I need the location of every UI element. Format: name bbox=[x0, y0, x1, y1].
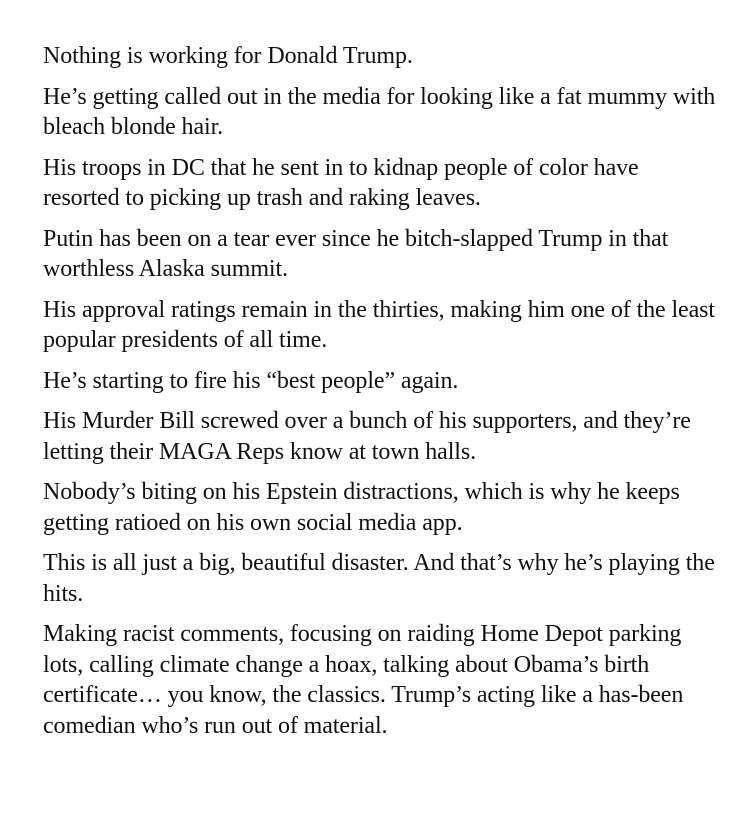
paragraph-9: This is all just a big, beautiful disaster. And that’s why he’s playing the hits. bbox=[43, 550, 715, 607]
paragraph-5: His approval ratings remain in the thirties, making him one of the least popular presidents of all time. bbox=[43, 296, 715, 353]
paragraph-3: His troops in DC that he sent in to kidnap people of color have resorted to picking up trash and raking leaves. bbox=[43, 154, 639, 211]
article-body bbox=[43, 41, 719, 751]
paragraph-8: Nobody’s biting on his Epstein distractions, which is why he keeps getting ratioed on his own social media app. bbox=[43, 479, 680, 536]
paragraph-1: Nothing is working for Donald Trump. bbox=[43, 43, 413, 69]
paragraph-4: Putin has been on a tear ever since he bitch-slapped Trump in that worthless Alaska summit. bbox=[43, 225, 669, 282]
paragraph-10: Making racist comments, focusing on raiding Home Depot parking lots, calling climate change a hoax, talking about Obama’s birth certificate… you know, the classics. Trump’s acting like a has-been comedian who’s run out of material. bbox=[43, 621, 684, 739]
paragraph-2: He’s getting called out in the media for looking like a fat mummy with bleach blonde hair. bbox=[43, 83, 716, 140]
paragraph-7: His Murder Bill screwed over a bunch of his supporters, and they’re letting their MAGA Reps know at town halls. bbox=[43, 408, 691, 465]
paragraph-6: He’s starting to fire his “best people” again. bbox=[43, 367, 459, 394]
